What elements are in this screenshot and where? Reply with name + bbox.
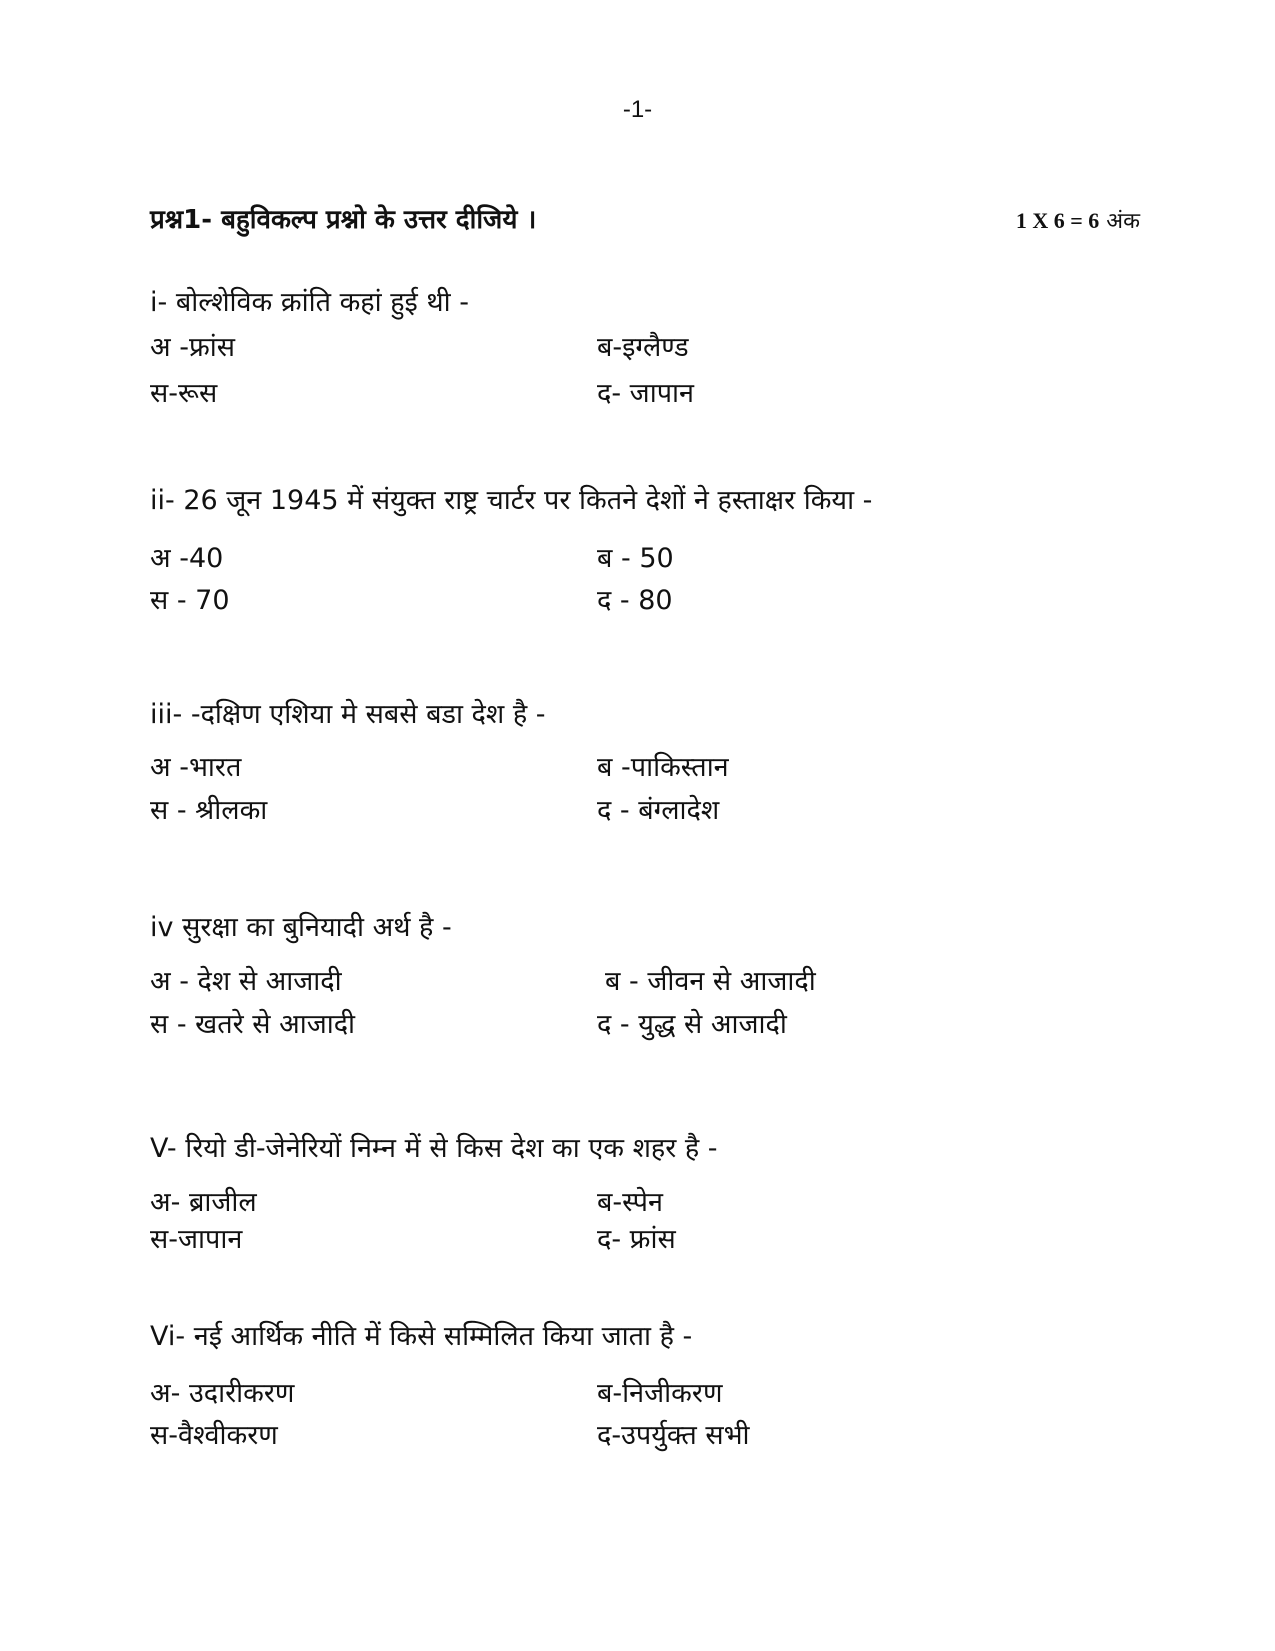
marks-allocation [1016, 205, 1140, 235]
question-2: ii- 26 जून 1945 में संयुक्त राष्ट्र चार्टर पर कितने देशों ने हस्ताक्षर किया - [150, 485, 873, 516]
q1-option-a: अ -फ्रांस [150, 332, 236, 363]
q6-option-d: द-उपर्युक्त सभी [597, 1420, 750, 1451]
q2-option-b: ब - 50 [597, 543, 674, 574]
q1-option-c: स-रूस [150, 378, 218, 409]
q3-option-b: ब -पाकिस्तान [597, 752, 729, 783]
q2-option-a: अ -40 [150, 543, 224, 574]
question-1: i- बोल्शेविक क्रांति कहां हुई थी - [150, 287, 469, 318]
q5-option-a: अ- ब्राजील [150, 1187, 257, 1218]
question-4: iv सुरक्षा का बुनियादी अर्थ है - [150, 912, 452, 943]
q3-option-d: द - बंग्लादेश [597, 795, 720, 826]
q2-option-d: द - 80 [597, 585, 673, 616]
q4-option-b: ब - जीवन से आजादी [605, 966, 816, 997]
q3-option-c: स - श्रीलका [150, 795, 268, 826]
question-6: Vi- नई आर्थिक नीति में किसे सम्मिलित किया जाता है - [150, 1321, 693, 1352]
page-number: -1- [622, 96, 653, 123]
q1-option-b: ब-इग्लैण्ड [597, 332, 689, 363]
q5-option-d: द- फ्रांस [597, 1224, 676, 1255]
q5-option-c: स-जापान [150, 1224, 243, 1255]
q5-option-b: ब-स्पेन [597, 1187, 663, 1218]
q3-option-a: अ -भारत [150, 752, 242, 783]
q4-option-a: अ - देश से आजादी [150, 966, 342, 997]
marks-unit: अंक [1106, 209, 1140, 234]
question-3: iii- -दक्षिण एशिया मे सबसे बडा देश है - [150, 699, 546, 730]
question-5: V- रियो डी-जेनेरियों निम्न में से किस देश का एक शहर है - [150, 1133, 718, 1164]
section-heading: प्रश्न1- बहुविकल्प प्रश्नो के उत्तर दीजिये । [150, 205, 537, 235]
q6-option-a: अ- उदारीकरण [150, 1378, 295, 1409]
q4-option-c: स - खतरे से आजादी [150, 1009, 356, 1040]
q2-option-c: स - 70 [150, 585, 230, 616]
q6-option-c: स-वैश्वीकरण [150, 1420, 278, 1451]
q1-option-d: द- जापान [597, 378, 695, 409]
q4-option-d: द - युद्ध से आजादी [597, 1009, 787, 1040]
marks-formula: 1 X 6 = 6 [1015, 208, 1100, 233]
q6-option-b: ब-निजीकरण [597, 1378, 723, 1409]
